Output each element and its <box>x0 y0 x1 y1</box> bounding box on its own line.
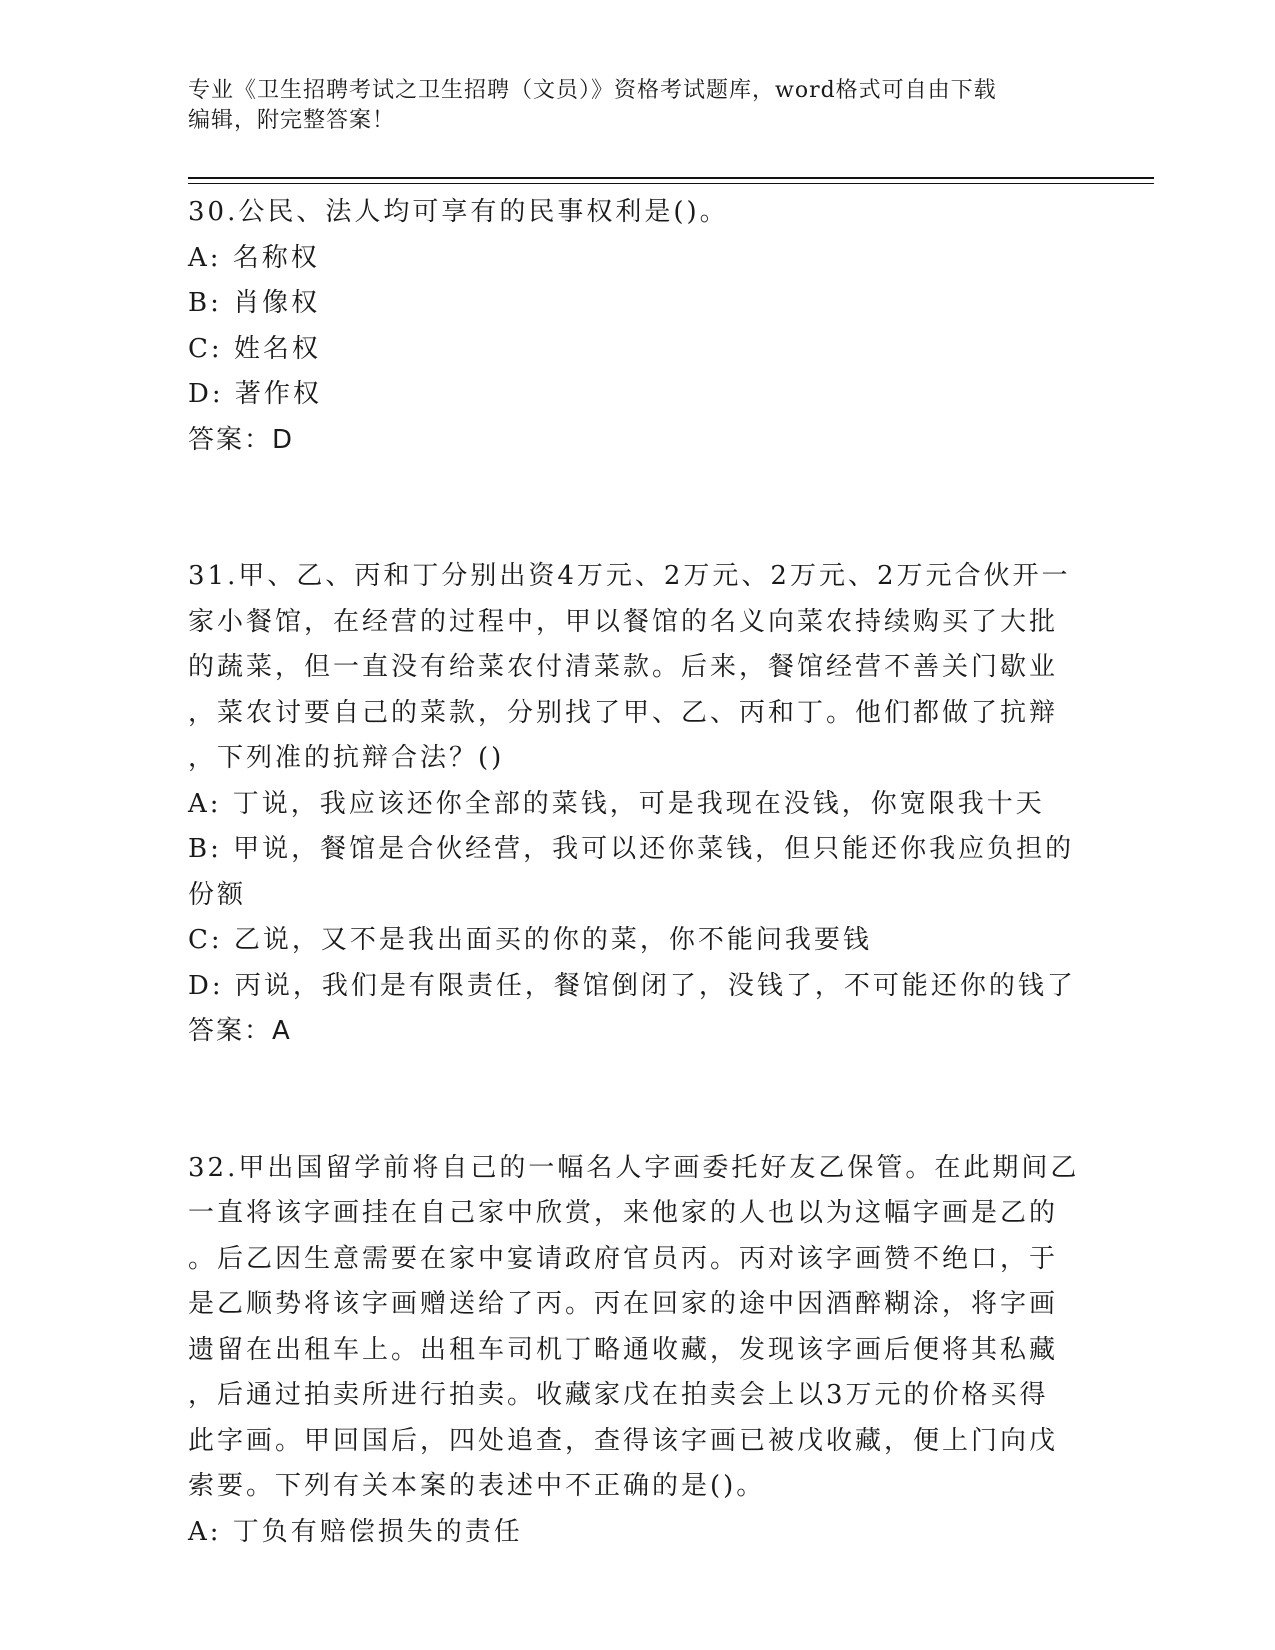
header-divider-thick <box>188 177 1154 179</box>
question-32-stem-line: ，后通过拍卖所进行拍卖。收藏家戊在拍卖会上以3万元的价格买得 <box>188 1380 1049 1410</box>
header-line-2: 编辑，附完整答案！ <box>188 108 396 133</box>
question-30-option-c: C: 姓名权 <box>188 333 321 364</box>
question-31-stem-line: ，下列准的抗辩合法？() <box>188 743 505 773</box>
question-31-stem-line: 的蔬菜，但一直没有给菜农付清菜款。后来，餐馆经营不善关门歇业 <box>188 652 1059 682</box>
question-31-option-b-continued: 份额 <box>188 879 247 910</box>
question-30 <box>188 190 1088 463</box>
question-31-option-c: C: 乙说，又不是我出面买的你的菜，你不能问我要钱 <box>188 925 872 955</box>
question-32 <box>188 1146 1088 1556</box>
question-32-option-a: A: 丁负有赔偿损失的责任 <box>188 1516 523 1547</box>
question-31-option-a: A: 丁说，我应该还你全部的菜钱，可是我现在没钱，你宽限我十天 <box>188 788 1045 819</box>
question-32-stem-line: 此字画。甲回国后，四处追查，查得该字画已被戊收藏，便上门向戊 <box>188 1425 1059 1456</box>
question-30-option-b: B: 肖像权 <box>188 288 321 318</box>
question-31-option-b: B: 甲说，餐馆是合伙经营，我可以还你菜钱，但只能还你我应负担的 <box>188 834 1075 864</box>
question-32-stem-line: 索要。下列有关本案的表述中不正确的是()。 <box>188 1471 766 1501</box>
question-30-option-d: D: 著作权 <box>188 379 322 409</box>
question-31-option-d: D: 丙说，我们是有限责任，餐馆倒闭了，没钱了，不可能还你的钱了 <box>188 970 1076 1001</box>
spacer <box>188 463 1088 554</box>
question-31-stem-line: ，菜农讨要自己的菜款，分别找了甲、乙、丙和丁。他们都做了抗辩 <box>188 697 1059 728</box>
question-30-option-a: A: 名称权 <box>188 242 320 273</box>
question-31-answer: 答案：A <box>188 1016 292 1046</box>
question-32-stem-line: 是乙顺势将该字画赠送给了丙。丙在回家的途中因酒醉糊涂，将字画 <box>188 1289 1059 1319</box>
header-line-1: 专业《卫生招聘考试之卫生招聘（文员）》资格考试题库，word格式可自由下载 <box>188 78 997 103</box>
spacer <box>188 1055 1088 1146</box>
question-32-stem-line: 。后乙因生意需要在家中宴请政府官员丙。丙对该字画赞不绝口，于 <box>188 1243 1059 1274</box>
question-32-stem-line: 遗留在出租车上。出租车司机丁略通收藏，发现该字画后便将其私藏 <box>188 1334 1059 1365</box>
question-31-stem-line: 31.甲、乙、丙和丁分别出资4万元、2万元、2万元、2万元合伙开一 <box>188 561 1071 591</box>
question-32-stem-line: 一直将该字画挂在自己家中欣赏，来他家的人也以为这幅字画是乙的 <box>188 1198 1059 1228</box>
question-list <box>188 190 1088 1555</box>
header-divider-thin <box>188 183 1154 184</box>
question-32-stem-line: 32.甲出国留学前将自己的一幅名人字画委托好友乙保管。在此期间乙 <box>188 1152 1080 1183</box>
question-30-answer: 答案：D <box>188 424 295 455</box>
question-31 <box>188 554 1088 1055</box>
question-31-stem-line: 家小餐馆，在经营的过程中，甲以餐馆的名义向菜农持续购买了大批 <box>188 606 1059 637</box>
question-30-stem: 30.公民、法人均可享有的民事权利是()。 <box>188 197 729 227</box>
document-header <box>188 76 1088 136</box>
